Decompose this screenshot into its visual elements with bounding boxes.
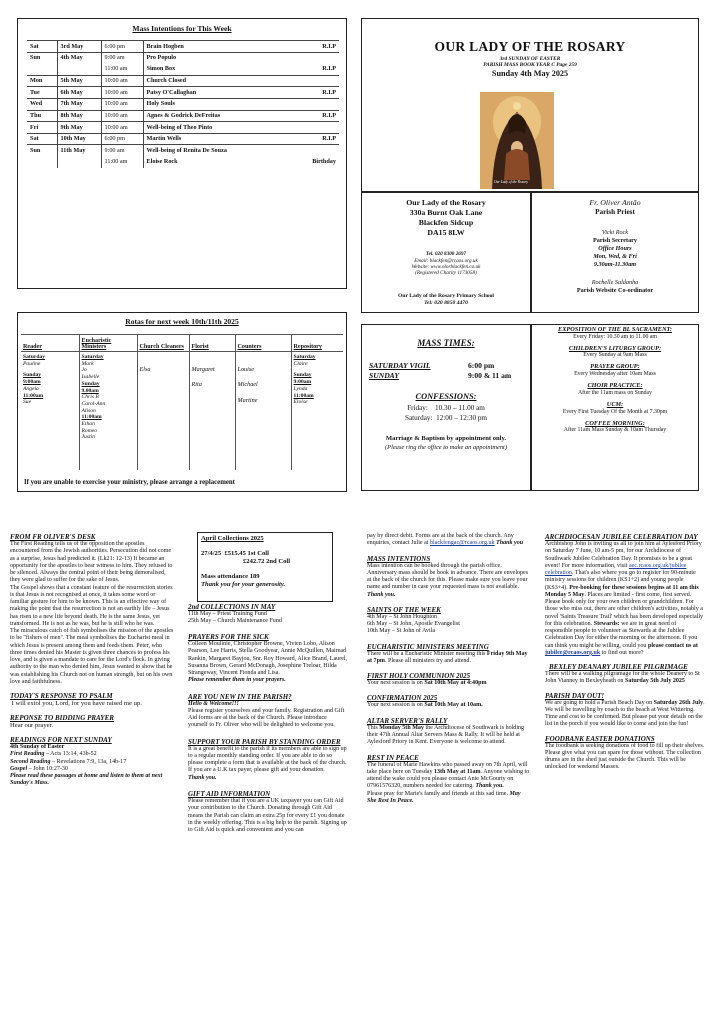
secretary-name: Vicki Rock [601,229,629,236]
jubilee-text-4: we are in great need of responsible people to volunteer as Stewards at the Jubilee Celebration Day for either the morning or the afternoon. If you can think you might be willing, could you [545,620,698,649]
mass-intention-row [27,41,339,53]
first-communion-text-1: Your next session is on [367,680,425,687]
group-title: CHOIR PRACTICE: [587,382,643,390]
rip-date: 13th May at 11am [434,768,481,775]
second-collection-1: 11th May – Priest Training Fund [188,610,267,617]
rota-entry: 11:00am [23,392,44,399]
rota-header-reader: Reader [21,335,79,352]
em-meeting-text [367,651,531,666]
column-3 [367,533,531,805]
mass-intention-row [27,52,339,64]
rota-entry: 9:00am [23,379,41,386]
secretary-role: Parish Secretary [592,237,638,244]
em-meeting-text-2: . Please all ministers try and attend. [384,657,471,664]
mass-day: Wed [27,98,57,110]
saint-1: 4th May – St John Houghton [367,613,438,620]
rotas-title: Rotas for next week 10th/11th 2025 [125,317,239,326]
mass-intention-note: R.I.P [322,65,336,73]
rota-entry: 11:00am [81,414,102,421]
group-detail: Every Wednesday after 10am Mass [574,371,656,378]
rota-ministers-cell [79,352,137,470]
bexley-date: Saturday 5th July 2025 [624,678,685,685]
mass-time: 11:00 am [101,64,143,76]
first-communion-date: Sat 10th May at 4:40pm [424,680,487,687]
mass-time: 11:00 am [101,156,143,168]
collections-title: April Collections 2025 [201,535,264,542]
rota-entry: Sunday [81,380,100,387]
office-time: 9.30am-11.30am [593,261,637,268]
mass-book-ref: PARISH MASS BOOK YEAR C Page 259 [483,62,577,68]
mass-intention-note: Birthday [312,158,336,166]
madonna-caption: Our Lady of the Rosary [494,180,528,184]
altar-rally-date: Monday 5th May [379,724,424,731]
jubilee-stewards: Stewards: [593,620,620,627]
mass-time: 9:00 am [101,145,143,157]
mass-intention-row [27,64,339,76]
mass-day [27,64,57,76]
mass-date [57,64,101,76]
gospel-reading [10,766,174,773]
mass-intention-name: Patsy O'Callaghan [143,87,289,99]
jubilee-title: ARCHDIOCESAN JUBILEE CELEBRATION DAY [545,533,698,541]
priest-name: Fr. Oliver Antão [589,198,641,207]
jubilee-text-3: . Places are limited - first come, first served. Please book only for your own children or grandchildren. For those who miss out, there are other children's activities, notably a novel 'Saints Treasure Trail' which has been developed especially for this celebration. [545,591,704,627]
mass-intention-name: Brain Hogben [143,41,289,53]
mass-intention-note: R.I.P [289,41,339,53]
rota-florist-cell [189,352,235,470]
mass-date: 3rd May [57,41,101,53]
rota-header-repository: Repository [293,344,322,351]
rota-entry: 11:00am [293,392,314,399]
rota-entry: 9.00am [81,387,99,394]
rota-entry: Jo [81,367,87,374]
rota-entry: Ethan [81,421,95,428]
jubilee-booking: Pre-booking for these sessions begins at 11 am this Monday 5 May [545,584,699,598]
foodbank-text: The foodbank is seeking donations of food to fill up their shelves. Please give what you can spare for those without. The collection drums are in the shed just outside the Church. This will be unlocked for weekend Masses. [545,742,705,771]
gift-aid-cont-thanks: Thank you [494,540,524,547]
rota-entry: Margaret [191,366,215,373]
marriage-note: Marriage & Baptism by appointment only. [385,435,507,442]
jubilee-email-link[interactable]: jubilee@rcaos.org.uk [545,649,601,656]
rip-thanks: Thank you. [475,783,504,790]
first-communion-title: FIRST HOLY COMMUNION 2025 [367,672,471,681]
mass-day [27,156,57,168]
mass-intention-row [27,87,339,99]
mass-intentions-info-thanks: Thank you. [367,591,396,598]
mass-time: 10:00 am [101,122,143,134]
bulletin-date: Sunday 4th May 2025 [491,69,569,78]
gift-aid-email-link[interactable]: blackfengac@rcaos.org.uk [429,540,495,547]
rota-entry: Michael [237,381,258,389]
mass-date: 8th May [57,110,101,122]
mass-time: 10:00 am [101,87,143,99]
column-4 [545,533,705,772]
desk-title: FROM FR OLIVER'S DESK [10,533,96,541]
mass-intention-row [27,75,339,87]
rota-entry: Louise [237,366,255,373]
second-collections-title: 2nd COLLECTIONS IN MAY [188,602,276,611]
jubilee-contact: please contact us at [647,642,698,649]
first-reading-label: First Reading [10,751,45,758]
mass-intention-name: Pro Populo [143,52,289,64]
psalm-title: TODAY'S RESPONSE TO PSALM [10,692,113,701]
sunday-label: SUNDAY [369,371,399,380]
jubilee-text-1: Archbishop John is inviting us all to join him at Aylesford Priory on Saturday 7 June, 10 am-5 pm, for our Archdiocese of Southwark Jubilee Celebration Day. It promises to be a great event! For more information, visit [545,541,702,569]
mass-day: Sun [27,145,57,157]
rota-entry: Martine [237,396,258,404]
second-collection-2: 25th May – Church Maintenance Fund [188,617,282,624]
gospel-ref: – John 10:27-30 [27,765,68,772]
rip-may-rest: May She Rest In Peace. [367,790,521,804]
school-tel: Tel: 020 8850 4470 [424,300,468,306]
address-postcode: DA15 8LW [427,228,465,237]
mass-time: 10:00 am [101,75,143,87]
rota-header-cleaners: Church Cleaners [137,335,189,352]
sunday-name: 3rd SUNDAY OF EASTER [499,56,561,62]
group-title: UCM: [606,400,624,408]
group-detail: After 11am Mass Sunday & 10am Thursday [563,427,667,434]
altar-rally-text-2: the Archdiocese of Southwark is holding their 47th Annual Altar Servers Mass & Rally. It will be held at Aylesford Priory in Kent. Everyone is welcome to attend. [367,724,525,746]
bexley-text [545,671,705,686]
appointment-note: (Please ring the office to make an appointment) [385,444,507,451]
jubilee-text [545,541,705,657]
rota-entry: Saturday [23,354,46,360]
mass-intention-row [27,98,339,110]
rota-entry: Saturday [293,354,316,360]
mass-intention-note: R.I.P [289,133,339,145]
mass-day: Fri [27,122,57,134]
mass-intention-note [289,122,339,134]
altar-rally-text-1: This [367,724,380,731]
parish-day-title: PARISH DAY OUT! [545,691,605,700]
madonna-icon [480,92,554,189]
school-name: Our Lady of the Rosary Primary School [398,293,494,299]
standing-order-text: It is a great benefit to the parish if its members are able to sign up to a regular monthly standing order. If you are able to do so please complete a form that is available at the back of the church. If you are a U.K tax payer, please gift aid your donation. [188,745,347,774]
rota-entry: Isabelle [81,374,100,381]
mass-intention-name: Well-being of Renita De Souza [143,145,289,157]
church-name: OUR LADY OF THE ROSARY [434,39,626,54]
foodbank-title: FOODBANK EASTER DONATIONS [545,734,655,743]
gospel-label: Gospel [10,765,28,772]
collections-thanks: Thank you for your generosity. [201,580,286,588]
rota-entry: Elsa [139,366,151,373]
rest-in-peace-text [367,762,531,791]
rota-entry: Eloise [293,399,308,406]
rota-entry: Romeo [81,427,98,434]
rotas-footer: If you are unable to exercise your ministry, please arrange a replacement [24,479,235,486]
mass-intention-row [27,110,339,122]
first-reading-ref: – Acts 13:14, 43b-52 [44,751,97,758]
rip-text-3: Please pray for Marie's family and friends at this sad time. [367,790,510,797]
group-detail: Every First Tuesday Of the Month at 7.30pm [562,408,668,415]
rota-reader-cell [21,352,79,470]
confirmation-text-1: Your next session is on [367,702,425,709]
mass-date: 10th May [57,133,101,145]
mass-date: 7th May [57,98,101,110]
mass-intentions-info-title: MASS INTENTIONS [367,554,431,563]
second-reading-ref: – Revelations 7:9, 13a, 14b-17 [50,758,127,765]
rota-header-florist: Florist [189,335,235,352]
mass-intention-name: Holy Souls [143,98,289,110]
rota-entry: Sunday [293,372,312,379]
priest-role: Parish Priest [595,208,635,216]
mass-intention-name: Eloise Rock [146,158,178,166]
column-2 [188,535,348,834]
mass-date: 11th May [57,145,101,157]
address-line-1: Our Lady of the Rosary [406,198,486,207]
address-website: Website: www.olorblackfen.co.uk [411,264,481,270]
desk-paragraph-3: The miraculous catch of fish symbolises the mission of the apostles to be "fishers of men". The meal symbolises the Eucharist meal in which Jesus is present among them and feeds them. Peter, who three times denied his Master is given three chances to profess his love, and is given a mandate to care for the Lord's flock. In giving authority to the man who denied him, Jesus wanted to show that he was establishing his Church not on human strength, but on his own love and faithfulness. [10,628,174,685]
standing-order-thanks: Thank you. [188,774,217,781]
saint-2: 6th May – St John, Apostle Evangelist [367,621,460,628]
new-parish-hello: Hello & Welcome!!! [188,700,239,707]
confirmation-text [367,702,531,709]
mass-date: 6th May [57,87,101,99]
rota-cleaners-cell [137,352,189,470]
groups-list [533,326,697,434]
rota-header-counters: Counters [235,335,291,352]
address-email: Email: blackfen@rcaos.org.uk [414,258,478,264]
group-title: PRAYER GROUP: [590,363,640,371]
rip-text-1: The funeral of Marie Hawkins who passed away on 7th April, will take place here on Tuesday [367,761,528,775]
rota-entry: Claire [293,360,308,367]
mass-intentions-table [27,40,339,168]
rotas-table [21,334,343,470]
mass-day: Thu [27,110,57,122]
parish-day-text-2: . We will be travelling by coach to the beach at West Wittering. Time and cost to be confirmed. But please put your details on the list in the porch if you would like to come and join the fun! [545,699,705,728]
mass-times-box [361,324,531,491]
mass-time: 6:00 pm [101,41,143,53]
rota-entry: Carol-Ann [81,400,106,407]
parish-day-text-1: We are going to hold a Parish Beach Day on [545,699,654,706]
rota-counters-cell [235,352,291,470]
rota-entry: 9:00am [293,379,312,386]
rota-entry: Mark [81,360,94,367]
mass-time: 6:00 pm [101,133,143,145]
office-days: Mon, Wed, & Fri [593,253,637,260]
rota-repository-cell [291,352,343,470]
rota-entry: Sunday [23,372,42,379]
mass-date: 4th May [57,52,101,64]
mass-date [57,156,101,168]
confessions-title: CONFESSIONS: [415,392,477,401]
mass-day: Tue [27,87,57,99]
rota-entry: Justin [81,434,95,441]
confirmation-title: CONFIRMATION 2025 [367,694,438,703]
jubilee-text-5: to find out more? [600,649,644,656]
rota-entry: Saturday [81,354,104,360]
standing-order-title: SUPPORT YOUR PARISH BY STANDING ORDER [188,737,341,746]
mass-intention-name: Church Closed [143,75,289,87]
vigil-label: SATURDAY VIGIL [369,361,431,370]
second-reading-label: Second Reading [10,758,51,765]
mass-attendance: Mass attendance 189 [201,572,260,580]
collections-line-2: £242.72 2nd Coll [243,557,291,565]
rota-entry: Angela [23,385,39,392]
mass-intention-note [289,98,339,110]
new-parish-text: Please register yourselves and your family. Registration and Gift Aid forms are at the back of the Church. Please introduce yourself to Fr. Oliver who will be delighted to welcome you. [188,707,345,729]
mass-intention-row [27,122,339,134]
address-box [361,192,531,313]
mass-time: 9:00 am [101,52,143,64]
mass-day: Sun [27,52,57,64]
new-parish-title: ARE YOU NEW IN THE PARISH? [188,692,292,701]
sunday-time: 9:00 & 11 am [468,371,512,380]
address-tel: Tel. 020 8300 2697 [425,251,467,257]
bidding-response: Hear our prayer. [10,722,54,730]
mass-intention-note: R.I.P [289,110,339,122]
mass-intention-note [289,145,339,157]
confession-saturday: Saturday: 12:00 – 12:30 pm [404,414,488,422]
mass-day: Sat [27,133,57,145]
mass-intention-row [27,156,339,168]
readings-sunday: 4th Sunday of Easter [10,744,65,750]
mass-intention-note [289,75,339,87]
second-reading [10,759,174,766]
sick-note: Please remember them in your prayers. [188,677,286,684]
web-coordinator-role: Parish Website Co-ordinator [576,287,654,294]
sick-list: Colleen Moulinie, Christopher Browne, Vivien Lobo, Alison Pearson, Lee Harris, Stella Goodyear, Annie McQuillen, Mairead Rankin, Margaret Bayjou, Snr. Roy Howard, Alice Brand, Laurel, Susanna Brown, Gerard McDonagh, Josephine Treloar, Hilda Strangeway, Vincent Fionda and Lisa. [188,641,348,677]
first-communion-text [367,680,531,687]
address-line-3: Blackfen Sidcup [418,218,474,227]
group-detail: After the 11am mass on Sunday [577,389,652,396]
first-reading [10,751,174,758]
group-detail: Every Sunday at 9am Mass [583,352,647,359]
desk-paragraph-2: The Gospel shows that a constant feature of the resurrection stories is that Jesus is not recognised at once, it takes some word or familiar gesture for him to be known. This is an effective way of making the point that the resurrection is not an earthly life – Jesus has risen to a new life beyond death. He is the same Jesus, yet transformed. He is not as he was, but he is still who he was. [10,584,173,627]
rip-text-2: . Anyone wishing to attend the wake could you please contact Anie McGourty on 07961576320, numbers needed for catering. [367,768,530,790]
staff-box [531,192,699,313]
mass-time: 10:00 am [101,110,143,122]
gift-aid-title: GIFT AID INFORMATION [188,789,271,798]
gift-aid-cont-text: pay by direct debit. Forms are at the back of the church. Any enquiries, contact Julie at [367,533,514,547]
parish-day-text [545,700,705,729]
mass-times-title: MASS TIMES: [417,338,475,348]
mass-date: 5th May [57,75,101,87]
address-charity: (Registered Charity 1173058) [415,270,477,276]
rest-in-peace-title: REST IN PEACE [367,753,419,762]
mass-day: Mon [27,75,57,87]
saint-3: 10th May – St John of Avila [367,628,436,635]
madonna-picture [480,92,554,189]
confirmation-date: Sat 10th May at 10am. [424,702,483,709]
em-meeting-text-1: There will be a Eucharistic Minister meeting this [367,650,487,657]
group-title: CHILDREN'S LITURGY GROUP: [568,344,662,352]
mass-intention-row [27,133,339,145]
rota-entry: Rita [191,381,202,389]
vigil-time: 6:00 pm [468,361,495,370]
parish-day-date: Saturday 26th July [653,699,704,706]
rip-pray [367,791,531,806]
mass-time: 10:00 am [101,98,143,110]
bexley-title: BEXLEY DEANARY JUBILEE PILGRIMAGE [549,663,688,672]
em-meeting-date: Friday 9th May at 7pm [367,650,528,664]
gift-aid-continued [367,533,531,548]
readings-note: Please read these passages at home and listen to them at next Sunday's Mass. [10,773,163,787]
readings-title: READINGS FOR NEXT SUNDAY [10,735,112,744]
mass-intention-row [27,145,339,157]
jubilee-link[interactable]: aec.rcaos.org.uk/jubilee celebration [545,562,687,577]
sick-title: PRAYERS FOR THE SICK [188,633,269,642]
rota-entry: Pauline [23,360,41,367]
mass-intention-name: Simon Box [146,65,176,73]
mass-intentions-title: Mass Intentions for This Week [132,24,232,33]
mass-intention-note: R.I.P [289,87,339,99]
rota-entry: Alison [81,407,96,414]
group-detail: Every Friday: 10.30 am to 11.00 am [573,333,657,340]
bidding-title: REPONSE TO BIDDING PRAYER [10,714,114,722]
altar-rally-text [367,725,531,747]
rota-entry: Lynda [293,385,308,392]
psalm-response: I will extol you, Lord, for you have raised me up. [10,700,142,708]
mass-intention-name: Agnes & Godrick DeFreitas [143,110,289,122]
mass-date: 9th May [57,122,101,134]
column-1 [10,533,174,788]
group-title: EXPOSITION OF THE BL SACRAMENT: [558,326,672,333]
rota-entry: Chris B [81,394,99,401]
saints-title: SAINTS OF THE WEEK [367,605,441,614]
mass-intentions-info-text: Mass intention can be booked through the parish office. Anniversary mass should be book in advance. There are envelopes at the back of the church for this. Please make sure you leave your name and number in case your requested mass is not available. [367,562,529,591]
mass-intention-name: Martin Wells [143,133,289,145]
mass-day: Sat [27,41,57,53]
address-line-2: 330a Burnt Oak Lane [409,208,483,217]
bexley-text-1: There will be a walking pilgramage for the whole Deanery to St John Vianney in Bexleyheath on [545,671,700,685]
desk-paragraph-1: The First Reading tells us of the opposition the apostles encountered from the Jewish authorities. Persecution did not come as a surprise, Jesus had predicted it. (Lk21: 12-13) It became an opportunity for the apostles to bear witness to him. They refused to be silenced. Always the central point of their being demoralised, they were glad to suffer for the sake of Jesus. [10,541,173,584]
office-hours-label: Office Hours [598,245,632,252]
em-meeting-title: EUCHARISTIC MINISTERS MEETING [367,642,489,651]
web-coordinator-name: Rochelle Saldanha [591,279,639,286]
mass-intention-note [289,52,339,64]
altar-rally-title: ALTAR SERVER'S RALLY [367,716,448,725]
mass-intention-name: Well-being of Theo Pinto [143,122,289,134]
gift-aid-text: Please remember that if you are a UK taxpayer you can Gift Aid your contribution to the Church. Donating through Gift Aid means the Parish can claim an extra 25p for every £1 you donate in the weekly offering. This is a big help to the parish. Signing up to Gift Aid is quick and convenient and you can [188,798,347,834]
rota-header-ministers: Eucharistic Ministers [79,335,137,352]
group-title: COFFEE MORNING: [585,419,645,427]
jubilee-text-2: . That's also where you go to register for 90-minute ministry sessions for children (KS1+2) and young people (KS3+4). [545,570,696,591]
confession-friday: Friday: 10.30 – 11.00 am [407,404,485,412]
rota-entry: Sue [23,399,32,406]
collections-line-1: 27/4/25 £515.45 1st Coll [201,549,269,557]
